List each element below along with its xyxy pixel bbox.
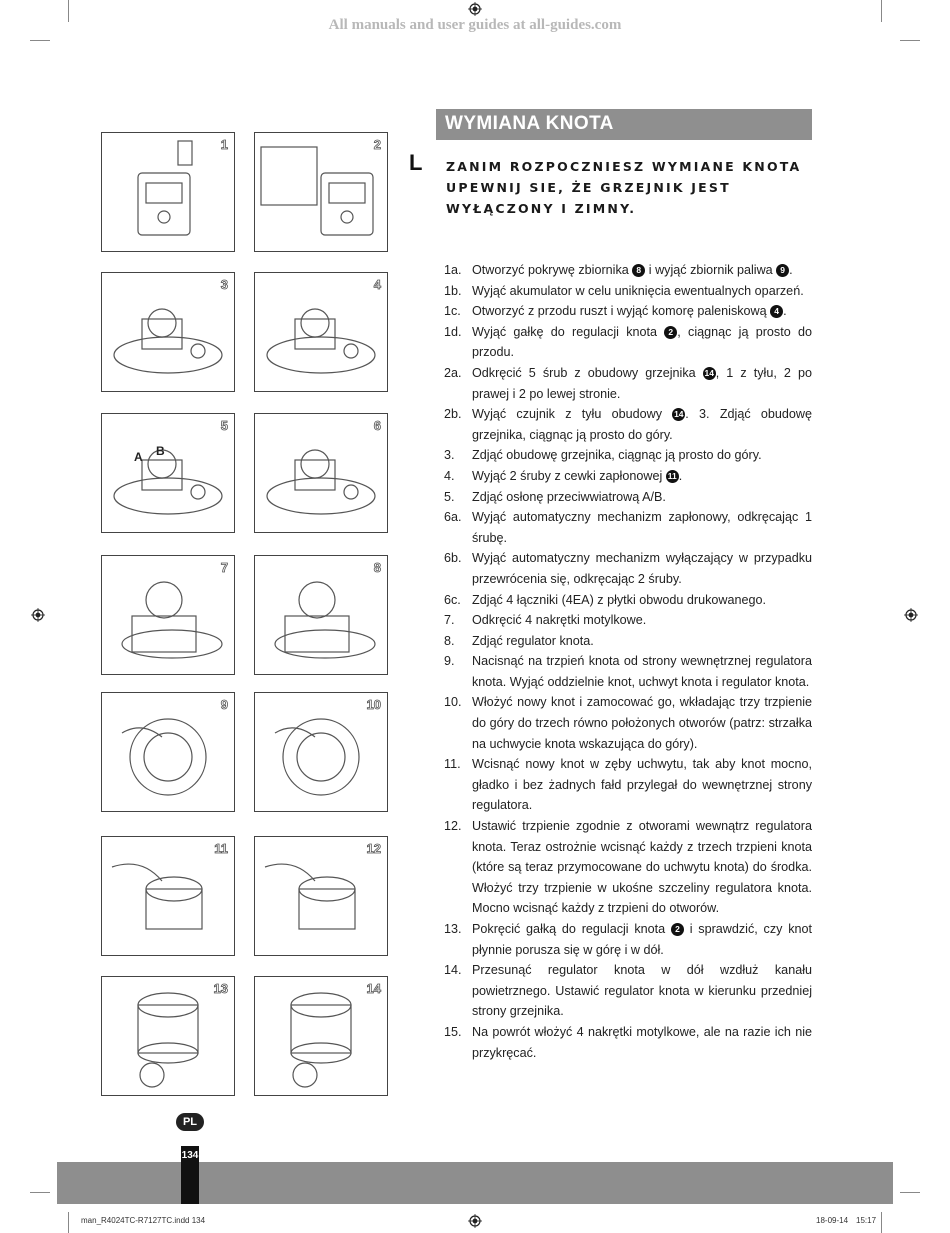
page-number-tab: [181, 1146, 199, 1204]
instruction-step: [444, 816, 812, 919]
instruction-step: [444, 466, 812, 487]
instruction-step: [444, 548, 812, 589]
illustration-panel: [101, 555, 235, 675]
illustration-panel: [254, 836, 388, 956]
crop-mark: [30, 40, 50, 41]
step-text: Wyjąć automatyczny mechanizm wyłączający w przypadku przewrócenia się, odkręcając 2 śruby.: [472, 551, 812, 586]
instruction-step: [444, 322, 812, 363]
step-text: i wyjąć zbiornik paliwa: [645, 263, 777, 277]
instruction-step: [444, 692, 812, 754]
instruction-step: [444, 404, 812, 445]
figure-number: 13: [213, 981, 228, 996]
step-text: Otworzyć z przodu ruszt i wyjąć komorę paleniskową: [472, 304, 771, 319]
part-number-badge: 8: [632, 264, 645, 277]
figure-number: 3: [220, 277, 228, 292]
crop-mark: [881, 0, 882, 22]
illustration-panel: [254, 692, 388, 812]
step-number: 1b.: [444, 283, 462, 298]
heater-illustration: [255, 273, 387, 391]
instruction-step: [444, 610, 812, 631]
figure-number: 6: [373, 418, 381, 433]
step-text: Odkręcić 5 śrub z obudowy grzejnika: [472, 365, 703, 380]
part-number-badge: 11: [667, 470, 677, 481]
safety-warning: ZANIM ROZPOCZNIESZ WYMIANE KNOTA UPEWNIJ SIE, ŻE GRZEJNIK JEST WYŁĄCZONY I ZIMNY.: [446, 159, 802, 216]
figure-number: 8: [373, 560, 381, 575]
step-text: .: [678, 468, 683, 483]
part-number-badge: 4: [770, 305, 783, 318]
instruction-step: [444, 631, 812, 652]
step-number: 6c.: [444, 592, 461, 607]
instruction-step: [444, 960, 812, 1022]
figure-label-a: A: [134, 450, 143, 464]
heater-illustration: [102, 693, 234, 811]
heater-illustration: [102, 556, 234, 674]
figure-number: 5: [220, 418, 228, 433]
crop-mark: [30, 1192, 50, 1193]
step-number: 8.: [444, 633, 455, 648]
step-text: Nacisnąć na trzpień knota od strony wewnętrznej regulatora knota. Wyjąć oddzielnie knot, uchwyt knota i regulator knota.: [472, 654, 812, 689]
figure-number: 14: [366, 981, 381, 996]
crop-mark: [881, 1212, 882, 1233]
step-number: 4.: [444, 468, 455, 483]
step-text: i sprawdzić, czy knot płynnie porusza się w górę i w dół.: [472, 922, 812, 957]
step-number: 2b.: [444, 407, 462, 422]
instruction-step: [444, 651, 812, 692]
registration-mark-icon: [31, 608, 45, 622]
step-text: Wyjąć akumulator w celu uniknięcia ewentualnych oparzeń.: [472, 283, 804, 298]
step-number: 3.: [444, 448, 455, 463]
step-number: 6a.: [444, 510, 462, 525]
step-text: Zdjąć osłonę przeciwwiatrową A/B.: [472, 489, 666, 504]
step-number: 1c.: [444, 304, 461, 319]
step-number: 14.: [444, 963, 462, 978]
print-time: 15:17: [856, 1216, 877, 1225]
step-number: 9.: [444, 654, 455, 669]
heater-illustration: [255, 414, 387, 532]
step-text: Otworzyć pokrywę zbiornika: [472, 263, 633, 277]
step-text: Wyjąć 2 śruby z cewki zapłonowej: [472, 468, 666, 483]
part-number-badge: 2: [664, 326, 677, 339]
figure-number: 2: [373, 137, 381, 152]
instruction-step: [444, 590, 812, 611]
instruction-step: [444, 1022, 812, 1063]
language-badge: PL: [176, 1113, 204, 1131]
step-number: 1a.: [444, 263, 462, 277]
crop-mark: [68, 0, 69, 22]
illustration-panel: [101, 836, 235, 956]
registration-mark-icon: [468, 2, 482, 16]
step-text: Wyjąć gałkę do regulacji knota: [472, 324, 665, 339]
step-number: 13.: [444, 922, 462, 936]
part-number-badge: 9: [776, 264, 789, 277]
step-number: 2a.: [444, 365, 462, 380]
print-date: 18-09-14: [816, 1216, 849, 1225]
step-number: 10.: [444, 695, 462, 710]
step-text: .: [789, 263, 793, 277]
registration-mark-icon: [904, 608, 918, 622]
instruction-step: [444, 919, 812, 960]
crop-mark: [900, 40, 920, 41]
illustration-panel: [101, 413, 235, 533]
instruction-step: [444, 754, 812, 816]
figure-number: 12: [366, 841, 381, 856]
step-text: Odkręcić 4 nakrętki motylkowe.: [472, 613, 647, 628]
part-number-badge: 14: [704, 367, 714, 378]
figure-number: 4: [373, 277, 381, 292]
watermark-text: All manuals and user guides at all-guides.com: [328, 17, 622, 33]
figure-number: 10: [366, 697, 381, 712]
step-text: Wcisnąć nowy knot w zęby uchwytu, tak aby knot mocno, gładko i bez żadnych fałd przylegał do wewnętrznej strony regulatora.: [472, 757, 812, 813]
heater-illustration: [102, 133, 234, 251]
step-number: 15.: [444, 1024, 462, 1039]
instruction-step: [444, 301, 812, 322]
step-number: 1d.: [444, 324, 462, 339]
heater-illustration: [255, 556, 387, 674]
step-text: Pokręcić gałką do regulacji knota: [472, 922, 671, 936]
page-number: 134: [181, 1150, 199, 1161]
illustration-panel: [254, 976, 388, 1096]
instruction-step: [444, 363, 812, 404]
instruction-step: [444, 445, 812, 466]
instruction-step: [444, 507, 812, 548]
step-text: Wyjąć automatyczny mechanizm zapłonowy, odkręcając 1 śrubę.: [472, 510, 812, 545]
figure-number: 1: [220, 137, 228, 152]
instruction-step: [444, 281, 812, 302]
illustration-panel: [254, 413, 388, 533]
step-text: .: [783, 304, 787, 319]
figure-number: 7: [220, 560, 228, 575]
language-letter: L: [409, 150, 423, 175]
step-number: 6b.: [444, 551, 462, 566]
illustration-panel: [254, 132, 388, 252]
part-number-badge: 2: [671, 923, 684, 936]
step-number: 11.: [444, 757, 461, 772]
step-text: Przesunąć regulator knota w dół wzdłuż kanału powietrznego. Ustawić regulator knota w kierunku przedniej strony grzejnika.: [472, 963, 812, 1019]
step-number: 7.: [444, 613, 455, 628]
step-text: Zdjąć 4 łączniki (4EA) z płytki obwodu drukowanego.: [472, 592, 766, 607]
section-title: WYMIANA KNOTA: [445, 113, 614, 134]
instruction-list: [444, 260, 812, 1063]
section-title-bar: [436, 109, 812, 140]
step-text: , ciągnąc ją prosto do przodu.: [472, 324, 812, 360]
crop-mark: [900, 1192, 920, 1193]
step-text: , 1 z tyłu, 2 po prawej i 2 po lewej stronie.: [472, 365, 813, 401]
step-text: Ustawić trzpienie zgodnie z otworami wewnątrz regulatora knota. Teraz ostrożnie wcisnąć każdy z trzech trzpieni knota (które są teraz przymocowane do uchwytu knota) do środka. Włożyć trzy trzpienie w ukośne szczeliny regulatora knota. Mocno wcisnąć każdy z trzpieni do otworów.: [472, 819, 812, 916]
registration-mark-icon: [468, 1214, 482, 1228]
illustration-panel: [254, 555, 388, 675]
illustration-panel: [101, 976, 235, 1096]
step-number: 12.: [444, 819, 462, 834]
heater-illustration: [102, 414, 234, 532]
figure-number: 11: [214, 841, 228, 856]
step-text: Włożyć nowy knot i zamocować go, wkładając trzy trzpienie do góry do trzech równo położonych otworów (patrz: strzałka na uchwycie knota wskazująca do góry).: [472, 695, 812, 751]
crop-mark: [68, 1212, 69, 1233]
heater-illustration: [255, 133, 387, 251]
step-number: 5.: [444, 489, 455, 504]
instruction-step: [444, 487, 812, 508]
step-text: Na powrót włożyć 4 nakrętki motylkowe, ale na razie ich nie przykręcać.: [472, 1024, 812, 1060]
step-text: Zdjąć regulator knota.: [472, 633, 594, 648]
part-number-badge: 14: [674, 409, 684, 420]
step-text: Zdjąć obudowę grzejnika, ciągnąc ją prosto do góry.: [472, 448, 762, 463]
illustration-panel: [254, 272, 388, 392]
instruction-step: [444, 260, 812, 281]
illustration-panel: [101, 132, 235, 252]
figure-label-b: B: [156, 444, 165, 458]
step-text: Wyjąć czujnik z tyłu obudowy: [472, 407, 673, 422]
step-text: . 3. Zdjąć obudowę grzejnika, ciągnąc ją prosto do góry.: [472, 407, 813, 442]
figure-number: 9: [220, 697, 228, 712]
heater-illustration: [102, 273, 234, 391]
file-slug: man_R4024TC-R7127TC.indd 134: [81, 1216, 206, 1225]
illustration-panel: [101, 272, 235, 392]
illustration-panel: [101, 692, 235, 812]
